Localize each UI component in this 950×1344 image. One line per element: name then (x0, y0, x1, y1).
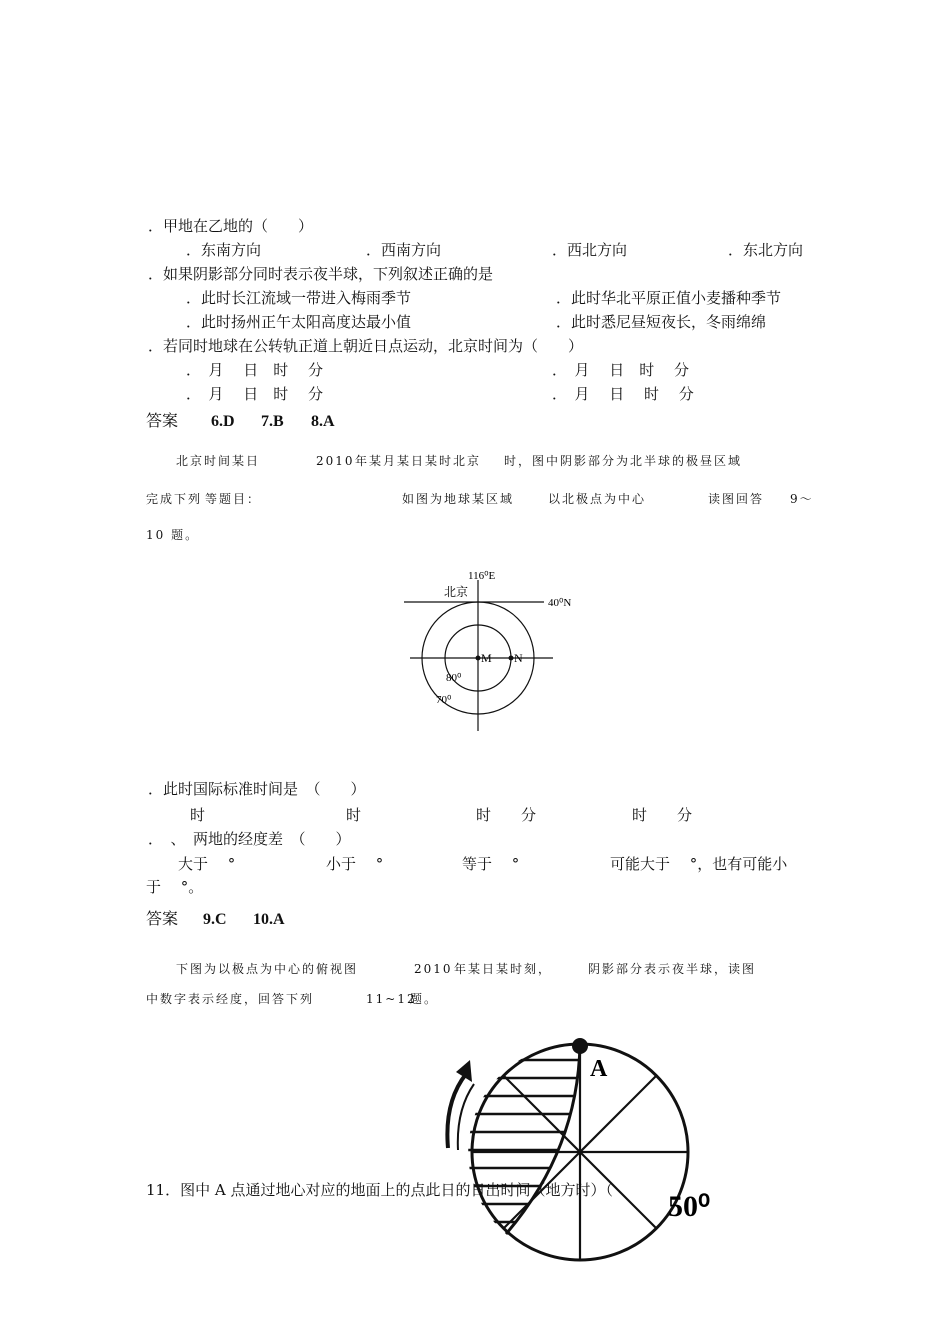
answer-8: 8.A (311, 413, 335, 430)
q10-option-d-wrap: 于 °。 (146, 878, 204, 896)
q9-option-c: 时 分 (476, 806, 537, 824)
intro3-l1-d: 阴影部分表示夜半球，读图 (588, 962, 757, 976)
q9-stem: ．此时国际标准时间是 （ ） (148, 780, 366, 798)
q7-option-a: ．此时长江流域一带进入梅雨季节 (186, 289, 412, 307)
q10-option-d: 可能大于 °，也有可能小 (610, 855, 788, 873)
q10-option-b: 小于 ° (326, 855, 384, 873)
intro3-l2-b: 11~12 (366, 992, 417, 1006)
beijing-label: 北京 (444, 585, 469, 599)
q6-option-d: ．东北方向 (728, 241, 804, 259)
lat-label: 40⁰N (548, 597, 572, 609)
intro3-l1-a: 下图为以极点为中心的俯视图 (176, 962, 359, 976)
intro2-l2-f: 9～ (790, 492, 814, 506)
q6-option-a: ．东南方向 (186, 241, 262, 259)
q9-option-a: 时 (190, 806, 206, 824)
answer-9: 9.C (203, 911, 227, 928)
q7-stem: ．如果阴影部分同时表示夜半球，下列叙述正确的是 (148, 265, 494, 283)
point-n (509, 656, 514, 661)
polar-figure (398, 566, 572, 736)
deg80-label: 80⁰ (446, 672, 462, 684)
q8-stem: ．若同时地球在公转轨正道上朝近日点运动，北京时间为（ ） (148, 337, 584, 355)
intro2-l2-d: 以北极点为中心 (548, 492, 647, 506)
q6-option-b: ．西南方向 (366, 241, 442, 259)
intro3-l2-c: 题。 (410, 992, 439, 1006)
m-label: M (481, 651, 492, 665)
intro2-l2-b: 等题目： (205, 492, 262, 506)
q6-option-c: ．西北方向 (552, 241, 628, 259)
answer-label: 答案 (146, 413, 179, 430)
point-a (572, 1038, 588, 1054)
intro3-l1-c: 年某日某时刻， (454, 962, 553, 976)
q8-option-b: ． 月 日 时 分 (552, 361, 690, 379)
q11-stem: 11．图中 A 点通过地心对应的地面上的点此日的日出时间（地方时）（ (146, 1181, 613, 1199)
answer-6: 6.D (211, 413, 235, 430)
q8-option-c: ． 月 日 时 分 (186, 385, 324, 403)
intro2-l1-a: 北京时间某日 (176, 454, 261, 468)
intro3-l1-b: 2010 (414, 962, 453, 976)
q8-option-a: ． 月 日 时 分 (186, 361, 324, 379)
intro2-l2-e: 读图回答 (708, 492, 765, 506)
rotation-arrow (447, 1074, 466, 1148)
q9-option-b: 时 (346, 806, 362, 824)
terminator-line (506, 1044, 580, 1234)
q8-option-d: ． 月 日 时 分 (552, 385, 694, 403)
answer-10: 10.A (253, 911, 285, 928)
intro3-l2-a: 中数字表示经度，回答下列 (146, 992, 315, 1006)
intro2-l2-c: 如图为地球某区域 (402, 492, 515, 506)
answer-7: 7.B (261, 413, 284, 430)
intro2-l3: 10 题。 (146, 528, 200, 542)
q7-option-d: ．此时悉尼昼短夜长，冬雨绵绵 (556, 313, 767, 331)
q10-option-c: 等于 ° (462, 855, 520, 873)
intro2-l1-d: 时，图中阴影部分为北半球的极昼区域 (504, 454, 743, 468)
point-m (476, 656, 481, 661)
q7-option-b: ．此时华北平原正值小麦播种季节 (556, 289, 782, 307)
intro2-l1-b: 2010 (316, 454, 355, 468)
q9-option-d: 时 分 (632, 806, 693, 824)
deg50-label: 50⁰ (668, 1190, 711, 1223)
intro2-l1-c: 年某月某日某时北京 (355, 454, 482, 468)
intro2-l2-a: 完成下列 (146, 492, 203, 506)
answer-label-2: 答案 (146, 911, 179, 928)
meridian-lines (472, 1044, 688, 1260)
q10-stem: ． 、 两地的经度差 （ ） (148, 830, 351, 848)
deg70-label: 70⁰ (436, 694, 452, 706)
a-label: A (590, 1056, 608, 1082)
q10-option-a: 大于 ° (178, 855, 236, 873)
q7-option-c: ．此时扬州正午太阳高度达最小值 (186, 313, 412, 331)
q6-stem: ．甲地在乙地的（ ） (148, 217, 314, 235)
lon-label: 116⁰E (468, 570, 496, 582)
night-hemisphere-figure (430, 1030, 711, 1270)
n-label: N (514, 651, 523, 665)
